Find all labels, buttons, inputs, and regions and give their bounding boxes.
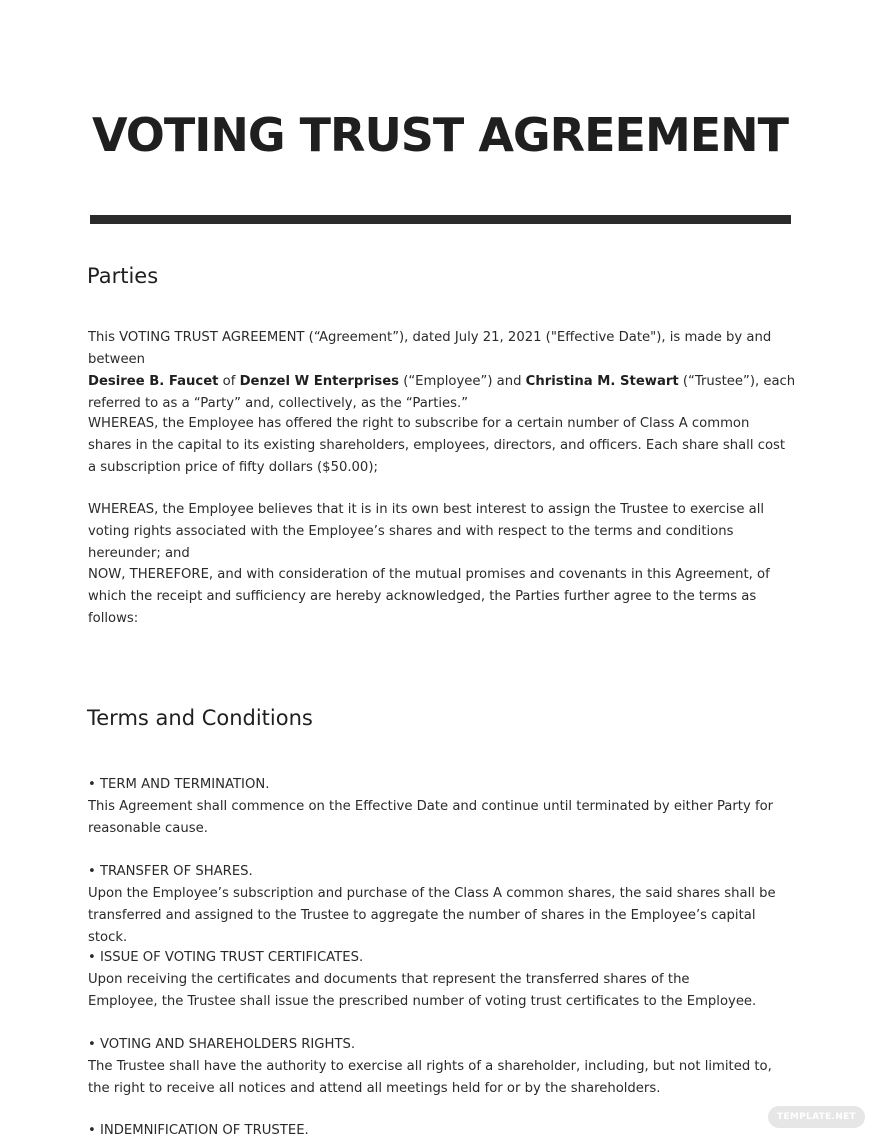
intro-text-2: (“Employee”) and [399, 374, 526, 389]
term-item [88, 774, 778, 840]
term-item-body: The Trustee shall have the authority to exercise all rights of a shareholder, including, but not limited to, the right to receive all notices and attend all meetings held for or by the shareholders. [88, 1059, 772, 1096]
parties-intro-paragraph [88, 327, 808, 415]
intro-text-3: (“Trustee”), each referred to as a “Party” and, collectively, as the “Parties.” [88, 374, 796, 411]
terms-heading: Terms and Conditions [87, 706, 313, 730]
intro-text-of: of [218, 374, 240, 389]
intro-text-1: This VOTING TRUST AGREEMENT (“Agreement”), dated July 21, 2021 ("Effective Date"), is made by and between [88, 330, 772, 367]
term-item-title: • VOTING AND SHAREHOLDERS RIGHTS. [88, 1037, 356, 1052]
company-name: Denzel W Enterprises [239, 374, 399, 389]
term-item-title: • INDEMNIFICATION OF TRUSTEE. [88, 1123, 309, 1138]
term-item-body: Upon the Employee’s subscription and purchase of the Class A common shares, the said shares shall be transferred and assigned to the Trustee to aggregate the number of shares in the Employee’s capital stock. [88, 886, 776, 945]
term-item-body: This Agreement shall commence on the Effective Date and continue until terminated by either Party for reasonable cause. [88, 799, 774, 836]
parties-heading: Parties [87, 264, 159, 288]
term-item-body: Upon receiving the certificates and documents that represent the transferred shares of the Employee, the Trustee shall issue the prescribed number of voting trust certificates to the Employee. [88, 972, 757, 1009]
whereas-paragraph-1: WHEREAS, the Employee has offered the right to subscribe for a certain number of Class A common shares in the capital to its existing shareholders, employees, directors, and officers. Each share shall cost a subscription price of fifty dollars ($50.00); [88, 416, 786, 475]
trustee-name: Christina M. Stewart [525, 374, 679, 389]
term-item [88, 947, 758, 1013]
template-net-watermark: TEMPLATE.NET [768, 1106, 865, 1128]
term-item-title: • TRANSFER OF SHARES. [88, 864, 253, 879]
term-item-title: • ISSUE OF VOTING TRUST CERTIFICATES. [88, 950, 364, 965]
document-title: VOTING TRUST AGREEMENT [91, 108, 789, 162]
term-item [88, 861, 793, 949]
term-item [88, 1034, 793, 1100]
term-item [88, 1120, 793, 1142]
now-therefore-paragraph: NOW, THEREFORE, and with consideration of the mutual promises and covenants in this Agreement, of which the receipt and sufficiency are hereby acknowledged, the Parties further agree to the terms as follows: [88, 567, 770, 626]
employee-name: Desiree B. Faucet [88, 374, 219, 389]
whereas-paragraph-2: WHEREAS, the Employee believes that it is in its own best interest to assign the Trustee to exercise all voting rights associated with the Employee’s shares and with respect to the terms and conditions hereunder; and [88, 502, 765, 561]
title-divider [90, 215, 791, 224]
term-item-title: • TERM AND TERMINATION. [88, 777, 270, 792]
